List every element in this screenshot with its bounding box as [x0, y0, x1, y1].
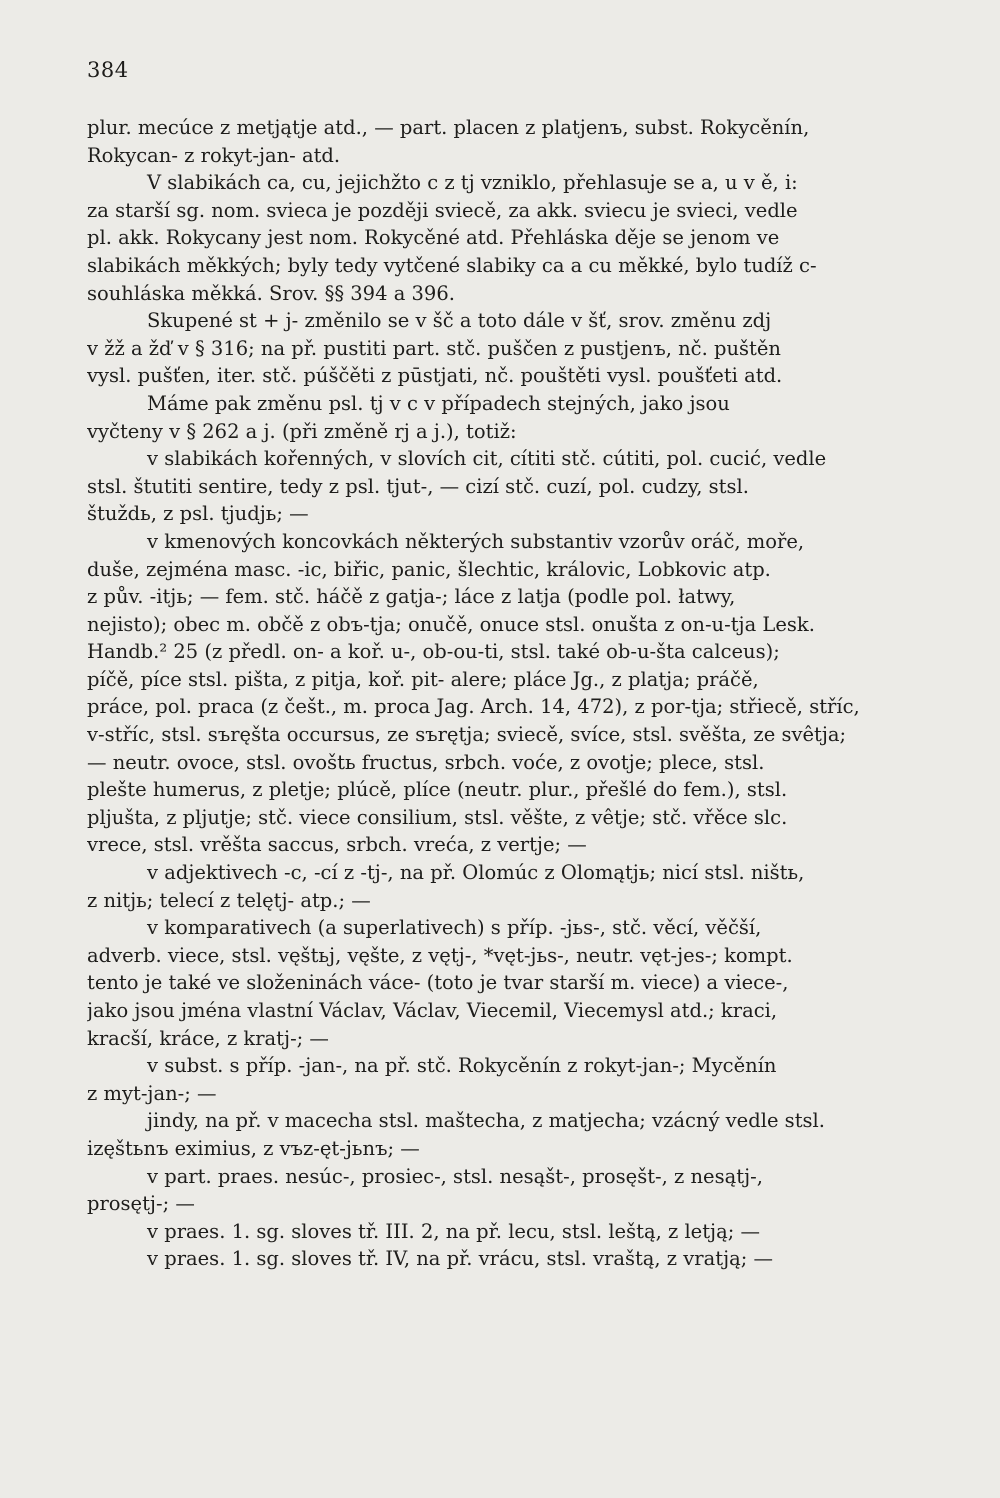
text-line: tento je také ve složeninách váce- (toto je tvar starší m. viece) a viece-, — [87, 971, 789, 995]
text-line: v kmenových koncovkách některých substantiv vzorův oráč, moře, — [147, 529, 805, 553]
text-line: stsl. štutiti sentire, tedy z psl. tjut-, — cizí stč. cuzí, pol. cudzy, stsl. — [87, 474, 749, 498]
text-line: v adjektivech -c, -cí z -tj-, na př. Olomúc z Olomątjь; nicí stsl. ništь, — [147, 861, 805, 885]
text-line: duše, zejména masc. -ic, biřic, panic, šlechtic, královic, Lobkovic atp. — [87, 557, 771, 581]
text-line: Handb.² 25 (z předl. on- a koř. u-, ob-ou-ti, stsl. také ob-u-šta calceus); — [87, 640, 780, 664]
text-line: souhláska měkká. Srov. §§ 394 a 396. — [87, 281, 455, 305]
text-line: plešte humerus, z pletje; plúcě, plíce (neutr. plur., přešlé do fem.), stsl. — [87, 778, 788, 802]
text-line: v praes. 1. sg. sloves tř. IV, na př. vrácu, stsl. vraštą, z vratją; — — [147, 1247, 774, 1271]
text-line: z nitjь; telecí z telętj- atp.; — — [87, 888, 371, 912]
text-line: v part. praes. nesúc-, prosiec-, stsl. nesąšt-, prosęšt-, z nesątj-, — [147, 1164, 763, 1188]
text-line: v-stříc, stsl. sъręšta occursus, ze sъrętja; sviecě, svíce, stsl. svěšta, ze svêtja; — [87, 723, 847, 747]
text-line: plur. mecúce z metjątje atd., — part. placen z platjenъ, subst. Rokycěnín, — [87, 116, 810, 139]
text-line: slabikách měkkých; byly tedy vytčené slabiky ca a cu měkké, bylo tudíž c- — [87, 253, 817, 277]
text-line: za starší sg. nom. svieca je později sviecě, za akk. sviecu je svieci, vedle — [87, 198, 798, 222]
text-line: prosętj-; — — [87, 1192, 195, 1216]
text-line: izęštьnъ eximius, z vъz-ęt-jьnъ; — — [87, 1136, 420, 1160]
text-line: v žž a žď v § 316; na př. pustiti part. stč. puščen z pustjenъ, nč. puštěn — [87, 336, 781, 360]
text-line: v komparativech (a superlativech) s příp. -jьs-, stč. věcí, věčší, — [147, 916, 762, 940]
text-line: Rokycan- z rokyt-jan- atd. — [87, 143, 341, 167]
text-line: vysl. pušťen, iter. stč. púščěti z pūstjati, nč. pouštěti vysl. poušťeti atd. — [87, 364, 783, 388]
text-line: kracší, kráce, z kratj-; — — [87, 1026, 329, 1050]
text-line: v subst. s příp. -jan-, na př. stč. Rokycěnín z rokyt-jan-; Mycěnín — [147, 1054, 777, 1078]
text-line: nejisto); obec m. občě z obъ-tja; onučě, onuce stsl. onušta z on-u-tja Lesk. — [87, 612, 815, 636]
text-line: Skupené st + j- změnilo se v šč a toto dále v šť, srov. změnu zdj — [147, 309, 772, 333]
text-line: vrece, stsl. vrěšta saccus, srbch. vreća, z vertje; — — [87, 833, 587, 857]
text-line: z pův. -itjь; — fem. stč. háčě z gatja-; láce z latja (podle pol. łatwy, — [87, 585, 736, 609]
text-line: adverb. viece, stsl. vęštьj, vęšte, z vętj-, *vęt-jьs-, neutr. vęt-jes-; kompt. — [87, 943, 793, 967]
text-line: z myt-jan-; — — [87, 1081, 217, 1105]
text-line: Máme pak změnu psl. tj v c v případech stejných, jako jsou — [147, 391, 730, 415]
text-line: V slabikách ca, cu, jejichžto c z tj vzniklo, přehlasuje se a, u v ě, i: — [147, 171, 798, 195]
text-line: jako jsou jména vlastní Václav, Václav, Viecemil, Viecemysl atd.; kraci, — [87, 999, 778, 1022]
text-line: štuždь, z psl. tjudjь; — — [87, 502, 309, 526]
text-line: pljušta, z pljutje; stč. viece consilium, stsl. věšte, z vêtje; stč. vřěce slc. — [87, 805, 788, 829]
text-line: v slabikách kořenných, v slovích cit, cítiti stč. cútiti, pol. cucić, vedle — [147, 447, 827, 471]
text-line: práce, pol. praca (z češt., m. proca Jag. Arch. 14, 472), z por-tja; střiecě, stříc, — [87, 695, 860, 719]
text-line: — neutr. ovoce, stsl. ovoštь fructus, srbch. voće, z ovotje; plece, stsl. — [87, 750, 765, 774]
page-number: 384 — [87, 58, 129, 82]
text-line: vyčteny v § 262 a j. (při změně rj a j.), totiž: — [87, 419, 517, 443]
text-line: jindy, na př. v macecha stsl. maštecha, z matjecha; vzácný vedle stsl. — [147, 1109, 825, 1133]
text-line: pl. akk. Rokycany jest nom. Rokycěné atd. Přehláska děje se jenom ve — [87, 226, 780, 250]
body-text — [87, 114, 905, 1273]
text-line: v praes. 1. sg. sloves tř. III. 2, na př. lecu, stsl. leštą, z letją; — — [147, 1219, 760, 1243]
text-line: píčě, píce stsl. pišta, z pitja, koř. pit- alere; pláce Jg., z platja; práčě, — [87, 667, 759, 691]
